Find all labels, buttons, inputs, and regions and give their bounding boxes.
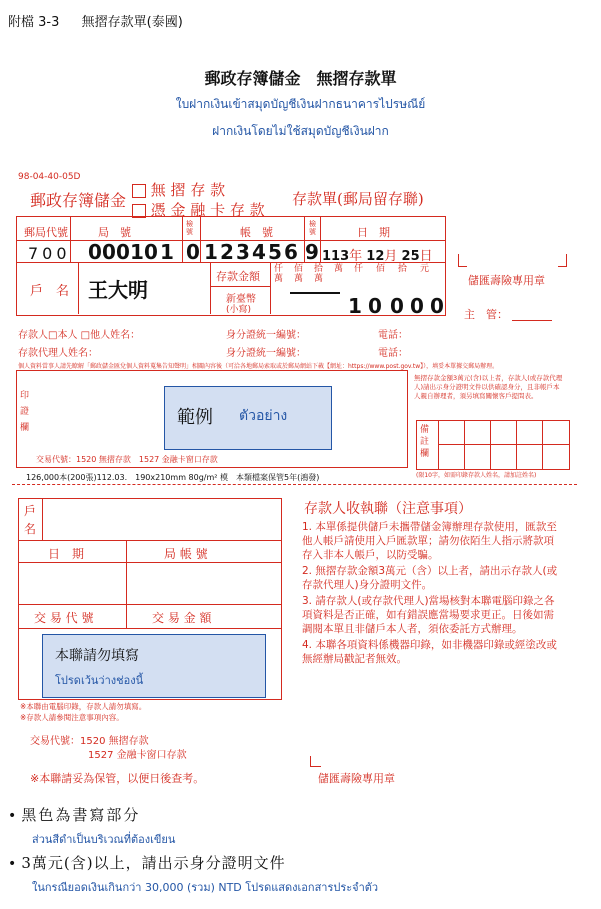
option-label: 無 摺 存 款 xyxy=(150,181,226,199)
deposit-amount-label: 存款金額 xyxy=(216,270,260,283)
account-name-label: 戶 名 xyxy=(30,284,70,299)
form-code: 98-04-40-05D xyxy=(18,172,81,182)
corner-mark xyxy=(458,254,467,267)
r-txn-code-1: 交易代號：1520 無摺存款 xyxy=(30,736,149,747)
unit-header: 佰萬 xyxy=(294,264,304,284)
account-digit: 1 xyxy=(160,240,174,264)
option-passbookless[interactable] xyxy=(132,179,225,200)
id-line-1: 身分證統一編號： xyxy=(226,330,306,341)
unit-header: 拾 xyxy=(398,264,408,274)
insurance-stamp: 儲匯壽險專用章 xyxy=(468,274,545,287)
id-line-2: 身分證統一編號： xyxy=(226,348,306,359)
r-account-label: 局 帳 號 xyxy=(164,547,208,561)
bullet-2-thai: ในกรณียอดเงินเกินกว่า 30,000 (รวม) NTD โปรดแสดงเอกสารประจำตัว xyxy=(32,881,379,894)
deposit-form xyxy=(12,168,577,798)
r-name-label: 戶名 xyxy=(24,504,37,536)
amount-digit: 0 xyxy=(368,294,382,318)
receipt-title: 存款人收執聯（注意事項） xyxy=(304,501,472,517)
remarks-cell xyxy=(542,444,569,469)
remarks-cell xyxy=(490,444,517,469)
unit-header: 仟萬 xyxy=(274,264,284,284)
amount-digit: 1 xyxy=(348,294,362,318)
remarks-cell xyxy=(438,420,465,444)
office-code-value: 700 xyxy=(28,244,71,263)
remarks-cell xyxy=(490,420,517,444)
account-digit: 2 xyxy=(220,240,234,264)
unit-header: 仟 xyxy=(354,264,364,274)
account-digit: 3 xyxy=(236,240,250,264)
r-keep-note: ※本聯請妥為保管，以便日後查考。 xyxy=(30,772,205,785)
checkbox[interactable] xyxy=(132,184,146,198)
bullet-zh: 黑色為書寫部分 xyxy=(21,806,141,824)
unit-header: 元 xyxy=(420,264,430,274)
currency-sub: (小寫) xyxy=(226,305,252,315)
date-day-label: 日 xyxy=(419,249,433,264)
amount-dash xyxy=(290,292,340,294)
account-digit: 9 xyxy=(305,240,319,264)
id-notice: 無摺存款金額3萬元(含)以上者，存款人(或存款代理人)請出示身分證明文件以供確認身分，且非帳戶本人親自辦理者，須另填寫關懷客戶提問表。 xyxy=(414,374,563,400)
option-label: 憑 金 融 卡 存 款 xyxy=(150,201,265,219)
account-digit: 4 xyxy=(252,240,266,264)
remarks-cell xyxy=(464,420,491,444)
account-digit: 0 xyxy=(102,240,116,264)
r-stamp: 儲匯壽險專用章 xyxy=(318,772,395,785)
note-item: 2. 無摺存款金額3萬元（含）以上者，請出示存款人(或存款代理人)身分證明文件。 xyxy=(302,565,558,591)
bullet-2 xyxy=(8,852,286,873)
privacy-note: 個人資料當事人請先瞭解「郵政儲金匯兌個人資料蒐集告知聲明」相關內容後（可洽各地郵局索取或於郵局網站下載【網址：https://www.post.gov.tw】），填妥本單據交郵局辦理。 xyxy=(18,363,499,370)
limit-note: (限10字，如需印錄存款人姓名，請加註姓名) xyxy=(416,472,537,479)
r-amount-label: 交 易 金 額 xyxy=(152,611,212,625)
remarks-cell xyxy=(516,420,543,444)
col-check-2: 檢號 xyxy=(309,220,316,236)
date-value xyxy=(322,245,433,264)
bullet-1-thai: ส่วนสีดำเป็นบริเวณที่ต้องเขียน xyxy=(32,833,176,846)
thai-title-2: ฝากเงินโดยไม่ใช้สมุดบัญชีเงินฝาก xyxy=(212,124,389,138)
perforation xyxy=(12,484,577,485)
amount-digit: 0 xyxy=(410,294,424,318)
bullet-zh: 3萬元(含)以上，請出示身分證明文件 xyxy=(21,854,286,872)
print-area-label: 印 證 欄 xyxy=(20,391,39,433)
account-digit: 0 xyxy=(88,240,102,264)
account-digit: 0 xyxy=(186,240,200,264)
r-txn-code-label: 交 易 代 號 xyxy=(34,611,94,625)
corner-mark xyxy=(558,254,567,267)
remarks-cell xyxy=(438,444,465,469)
do-not-fill-zh: 本聯請勿填寫 xyxy=(55,648,139,664)
supervisor-line xyxy=(512,320,552,321)
account-digit: 1 xyxy=(130,240,144,264)
stamp-corner xyxy=(310,756,321,767)
r-date-label: 日 期 xyxy=(48,547,85,561)
do-not-fill-thai: โปรดเว้นว่างช่องนี้ xyxy=(55,674,144,687)
account-name-value: 王大明 xyxy=(88,278,148,302)
col-date: 日 期 xyxy=(357,226,390,239)
supervisor-label: 主 管： xyxy=(464,308,508,321)
print-spec: 126,000本(200張)112.03. 190x210mm 80g/m² 模 本類檔案保管5年(鴻發) xyxy=(26,473,320,482)
form-name-left: 郵政存簿儲金 xyxy=(30,191,127,210)
phone-1: 電話： xyxy=(378,330,408,341)
remarks-cell xyxy=(516,444,543,469)
date-month-label: 月 xyxy=(384,249,398,264)
remarks-cell xyxy=(542,420,569,444)
bullet-dot: • xyxy=(8,808,17,824)
sample-zh: 範例 xyxy=(177,407,213,428)
date-month: 12 xyxy=(366,249,385,264)
agent-line: 存款代理人姓名： xyxy=(18,348,98,359)
col-check-1: 檢號 xyxy=(186,220,193,236)
unit-header: 拾萬 xyxy=(314,264,324,284)
note-item: 3. 請存款人(或存款代理人)當場核對本聯電腦印錄之各項資料是否正確，如有錯誤應當場要求更正。日後如需調閱本單且非儲戶本人者，須依委託方式辦理。 xyxy=(302,595,555,635)
account-digit: 0 xyxy=(116,240,130,264)
remarks-cell xyxy=(464,444,491,469)
note-item: 4. 本聯各項資料係機器印錄，如非機器印錄或經塗改或無經辦局戳記者無效。 xyxy=(302,639,557,665)
bullet-1 xyxy=(8,804,140,825)
thai-title-1: ใบฝากเงินเข้าสมุดบัญชีเงินฝากธนาคารไปรษณีย์ xyxy=(175,97,426,111)
r-note-2: ※存款人請參閱注意事項內容。 xyxy=(20,713,124,722)
account-digit: 5 xyxy=(268,240,282,264)
main-title: 郵政存簿儲金 無摺存款單 xyxy=(204,69,397,88)
account-digit: 1 xyxy=(204,240,218,264)
unit-header: 佰 xyxy=(376,264,386,274)
attachment-header xyxy=(8,11,183,30)
notes-list xyxy=(302,520,564,666)
date-day: 25 xyxy=(401,249,420,264)
do-not-fill-box xyxy=(42,634,266,698)
amount-digit: 0 xyxy=(430,294,444,318)
col-account: 帳 號 xyxy=(240,226,273,239)
sample-box xyxy=(164,386,332,450)
date-year-label: 年 xyxy=(349,249,363,264)
col-office-code: 郵局代號 xyxy=(24,226,68,239)
account-digit: 0 xyxy=(144,240,158,264)
account-digit: 6 xyxy=(284,240,298,264)
bullet-dot: • xyxy=(8,856,17,872)
attachment-title: 無摺存款單(泰國) xyxy=(81,15,183,30)
phone-2: 電話： xyxy=(378,348,408,359)
note-item: 1. 本單係提供儲戶未攜帶儲金簿辦理存款使用，匯款至他人帳戶請使用入戶匯款單；請勿依陌生人指示將款項存入非本人帳戶，以防受騙。 xyxy=(302,521,557,561)
date-year: 113 xyxy=(322,249,350,264)
form-type: 存款單(郵局留存聯) xyxy=(292,190,424,208)
r-txn-code-2: 1527 金融卡窗口存款 xyxy=(88,750,187,761)
attachment-number: 附檔 3-3 xyxy=(8,15,60,30)
sample-thai: ตัวอย่าง xyxy=(239,408,288,424)
currency-label: 新臺幣 xyxy=(226,294,256,305)
amount-digit: 0 xyxy=(390,294,404,318)
txn-code-line: 交易代號：1520 無摺存款 1527 金融卡窗口存款 xyxy=(36,455,218,464)
r-note-1: ※本聯由電腦印錄，存款人請勿填寫。 xyxy=(20,702,147,711)
unit-header: 萬 xyxy=(334,264,344,274)
col-office-no: 局 號 xyxy=(98,226,131,239)
remarks-label: 備 註 欄 xyxy=(420,425,439,459)
depositor-line: 存款人□本人 □他人姓名： xyxy=(18,330,141,341)
